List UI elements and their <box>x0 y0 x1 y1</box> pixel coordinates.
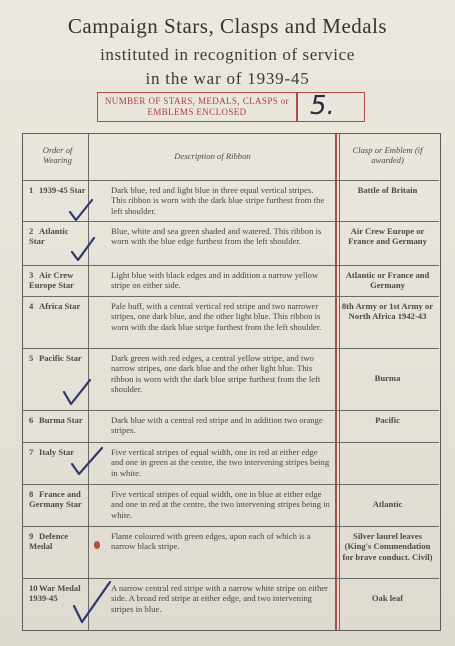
medal-name: Defence Medal <box>29 531 69 552</box>
clasp-cell: Battle of Britain <box>357 185 418 195</box>
ribbon-description: Dark blue with a central red stripe and in addition two orange stripes. <box>111 415 323 436</box>
medal-name: Burma Star <box>39 415 83 425</box>
medal-name: War Medal 1939-45 <box>29 583 81 604</box>
row-number: 9 <box>29 531 34 541</box>
clasp-cell: Pacific <box>375 415 400 425</box>
ribbon-description: A narrow central red stripe with a narrow white stripe on either side. A broad red stripe at either edge, and two intervening stripes in blue. <box>111 583 328 614</box>
header-order: Order of Wearing <box>42 145 73 166</box>
check-mark-icon <box>70 446 104 478</box>
table-row <box>23 265 439 297</box>
count-label: NUMBER OF STARS, MEDALS, CLASPS or EMBLEMS ENCLOSED <box>104 96 290 117</box>
header-description: Description of Ribbon <box>174 151 251 161</box>
medal-name: Pacific Star <box>39 353 82 363</box>
order-cell <box>23 527 89 579</box>
ribbon-description: Blue, white and sea green shaded and watered. This ribbon is worn with the blue edge furthest from the left shoulder. <box>111 226 322 247</box>
clasp-cell: Oak leaf <box>371 593 404 603</box>
count-box <box>97 92 365 122</box>
clasp-cell: Burma <box>374 373 401 383</box>
order-cell <box>23 411 89 443</box>
clasp-cell: Atlantic <box>372 499 403 509</box>
ribbon-description: Light blue with black edges and in addition a narrow yellow stripe on either side. <box>111 270 319 291</box>
ribbon-description: Flame coloured with green edges, upon each of which is a narrow black stripe. <box>111 531 311 552</box>
row-number: 5 <box>29 353 34 363</box>
clasp-cell: Air Crew Europe or France and Germany <box>348 226 427 247</box>
clasp-cell: Atlantic or France and Germany <box>345 270 430 291</box>
medal-name: 1939-45 Star <box>39 185 86 195</box>
medal-name: Air Crew Europe Star <box>29 270 74 291</box>
check-mark-icon <box>70 236 96 264</box>
medal-name: Africa Star <box>39 301 81 311</box>
row-number: 6 <box>29 415 34 425</box>
row-number: 8 <box>29 489 34 499</box>
table-row <box>23 526 439 579</box>
order-cell <box>23 297 89 349</box>
medal-name: France and Germany Star <box>29 489 82 510</box>
page-subtitle-war: in the war of 1939-45 <box>145 69 310 88</box>
ink-mark <box>94 541 100 549</box>
ribbon-description: Five vertical stripes of equal width, one in blue at either edge and one in red at the centre, the two intervening stripes being in white. <box>111 489 330 520</box>
header-clasp: Clasp or Emblem (if awarded) <box>352 145 423 166</box>
page-subtitle: instituted in recognition of service <box>100 45 355 64</box>
count-value: 5. <box>310 91 335 121</box>
row-number: 2 <box>29 226 34 236</box>
order-cell <box>23 485 89 527</box>
ribbon-description: Dark green with red edges, a central yellow stripe, and two narrow stripes, one dark blue and the other light blue. This ribbon is worn with the dark blue stripe furthest from the left shoulder. <box>111 353 321 395</box>
table-row <box>23 484 439 527</box>
row-number: 4 <box>29 301 34 311</box>
check-mark-icon <box>68 198 94 224</box>
check-mark-icon <box>62 378 92 406</box>
clasp-cell: 8th Army or 1st Army or North Africa 1942-43 <box>341 301 434 322</box>
row-number: 10 <box>29 583 38 593</box>
medal-name: Atlantic Star <box>29 226 69 247</box>
row-number: 7 <box>29 447 34 457</box>
row-number: 1 <box>29 185 34 195</box>
table-row <box>23 296 439 349</box>
row-number: 3 <box>29 270 34 280</box>
check-mark-icon <box>72 580 112 626</box>
clasp-cell <box>336 443 439 485</box>
table-header-row <box>23 134 439 180</box>
clasp-cell: Silver laurel leaves (King's Commendation for brave conduct. Civil) <box>342 531 433 562</box>
order-cell <box>23 266 89 297</box>
medal-name: Italy Star <box>39 447 75 457</box>
table-row <box>23 410 439 443</box>
ribbon-description: Dark blue, red and light blue in three equal vertical stripes. This ribbon is worn with the dark blue stripe furthest from the left shoulder. <box>111 185 325 216</box>
ribbon-description: Pale buff, with a central vertical red stripe and two narrower stripes, one dark blue, and the other light blue. This ribbon is worn with the dark blue stripe furthest from the left shoulder. <box>111 301 322 332</box>
ribbon-description: Five vertical stripes of equal width, one in red at either edge and one in green at the centre, the two intervening stripes being in white. <box>111 447 330 478</box>
count-divider <box>296 93 298 121</box>
page-title: Campaign Stars, Clasps and Medals <box>67 14 388 38</box>
